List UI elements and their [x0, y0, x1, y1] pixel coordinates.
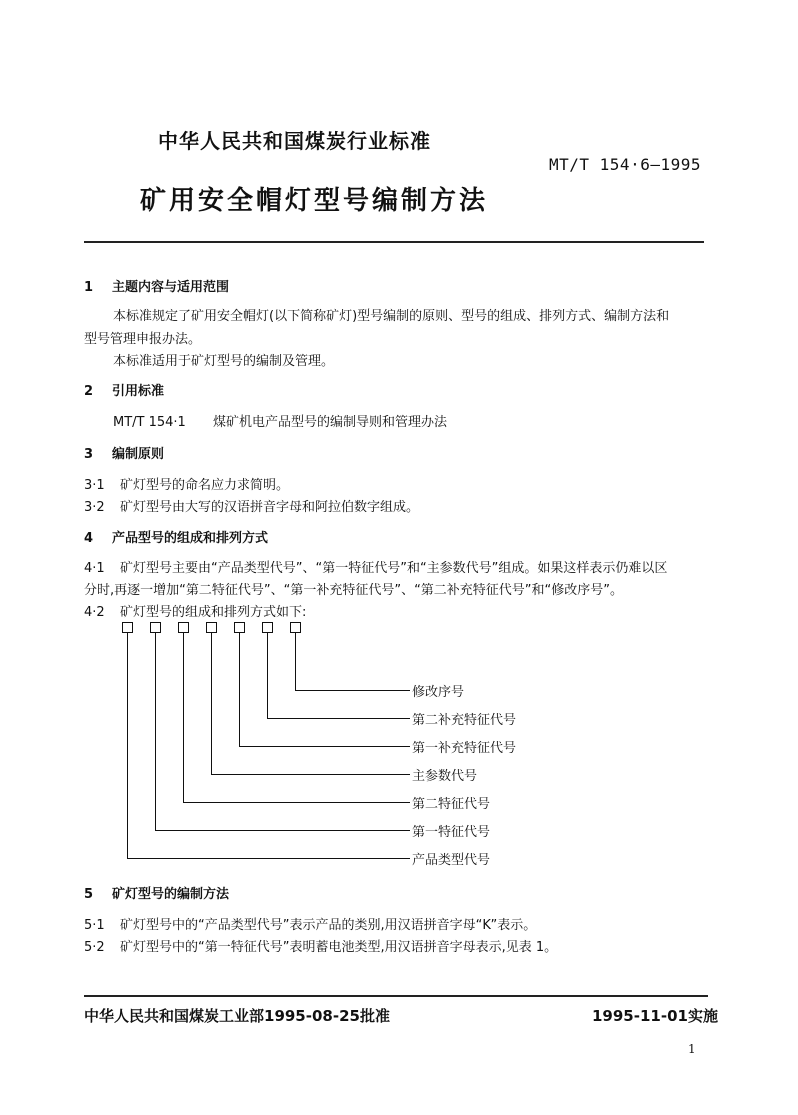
standard-category: 中华人民共和国煤炭行业标准 [158, 129, 431, 153]
standard-code: MT/T 154·6—1995 [549, 155, 701, 174]
section-1-heading [84, 276, 229, 295]
section-5-heading [84, 883, 229, 902]
code-position-box [122, 622, 133, 633]
section-title: 产品型号的组成和排列方式 [112, 531, 269, 546]
leader-line [211, 774, 410, 775]
clause-3-2 [84, 496, 419, 515]
section-title: 主题内容与适用范围 [112, 280, 230, 295]
code-position-box [262, 622, 273, 633]
diagram-label: 第一补充特征代号 [412, 741, 517, 756]
section-2-heading [84, 380, 164, 399]
reference-title: 煤矿机电产品型号的编制导则和管理办法 [213, 415, 448, 430]
section-3-heading [84, 443, 164, 462]
document-title: 矿用安全帽灯型号编制方法 [140, 186, 489, 216]
clause-5-2 [84, 936, 557, 955]
code-position-box [234, 622, 245, 633]
leader-line [155, 633, 156, 830]
section-number: 5 [84, 887, 94, 902]
paragraph: 本标准规定了矿用安全帽灯(以下简称矿灯)型号编制的原则、型号的组成、排列方式、编制方法和 [113, 309, 670, 324]
diagram-label: 产品类型代号 [412, 853, 491, 868]
page-number: 1 [688, 1042, 696, 1056]
paragraph: 分时,再逐一增加“第二特征代号”、“第一补充特征代号”、“第二补充特征代号”和“修改序号”。 [84, 583, 624, 598]
leader-line [295, 633, 296, 690]
section-number: 4 [84, 531, 94, 546]
footer-rule [84, 995, 708, 997]
diagram-label: 第一特征代号 [412, 825, 491, 840]
diagram-label: 主参数代号 [412, 769, 478, 784]
clause-text: 矿灯型号中的“产品类型代号”表示产品的类别,用汉语拼音字母“K”表示。 [120, 918, 537, 933]
section-4-heading [84, 527, 268, 546]
clause-number: 3·1 [84, 478, 105, 493]
diagram-label: 第二特征代号 [412, 797, 491, 812]
clause-4-2 [84, 601, 306, 620]
clause-number: 4·1 [84, 561, 105, 576]
leader-line [267, 718, 410, 719]
leader-line [295, 690, 410, 691]
leader-line [239, 633, 240, 746]
section-number: 2 [84, 384, 94, 399]
clause-number: 4·2 [84, 605, 105, 620]
section-title: 编制原则 [112, 447, 165, 462]
clause-number: 5·2 [84, 940, 105, 955]
clause-3-1 [84, 474, 289, 493]
clause-text: 矿灯型号的组成和排列方式如下: [120, 605, 307, 620]
paragraph: 本标准适用于矿灯型号的编制及管理。 [113, 354, 335, 369]
code-position-box [178, 622, 189, 633]
leader-line [183, 633, 184, 802]
reference-code: MT/T 154·1 [113, 415, 186, 430]
leader-line [211, 633, 212, 774]
clause-number: 5·1 [84, 918, 105, 933]
clause-text: 矿灯型号主要由“产品类型代号”、“第一特征代号”和“主参数代号”组成。如果这样表示仍难以区 [120, 561, 668, 576]
clause-text: 矿灯型号由大写的汉语拼音字母和阿拉伯数字组成。 [120, 500, 420, 515]
code-position-box [150, 622, 161, 633]
header-rule [84, 241, 704, 243]
diagram-label: 第二补充特征代号 [412, 713, 517, 728]
leader-line [183, 802, 410, 803]
leader-line [127, 858, 410, 859]
section-number: 3 [84, 447, 94, 462]
leader-line [155, 830, 410, 831]
code-position-box [290, 622, 301, 633]
section-title: 引用标准 [112, 384, 165, 399]
section-number: 1 [84, 280, 94, 295]
diagram-label: 修改序号 [412, 685, 465, 700]
referenced-standard [113, 411, 447, 430]
code-position-box [206, 622, 217, 633]
section-title: 矿灯型号的编制方法 [112, 887, 230, 902]
clause-text: 矿灯型号中的“第一特征代号”表明蓄电池类型,用汉语拼音字母表示,见表 1。 [120, 940, 558, 955]
clause-5-1 [84, 914, 536, 933]
leader-line [239, 746, 410, 747]
leader-line [127, 633, 128, 858]
clause-number: 3·2 [84, 500, 105, 515]
clause-4-1 [84, 557, 667, 576]
clause-text: 矿灯型号的命名应力求简明。 [120, 478, 290, 493]
effective-date: 1995-11-01实施 [592, 1007, 718, 1025]
leader-line [267, 633, 268, 718]
paragraph: 型号管理申报办法。 [84, 332, 202, 347]
approval-statement: 中华人民共和国煤炭工业部1995-08-25批准 [84, 1007, 390, 1025]
